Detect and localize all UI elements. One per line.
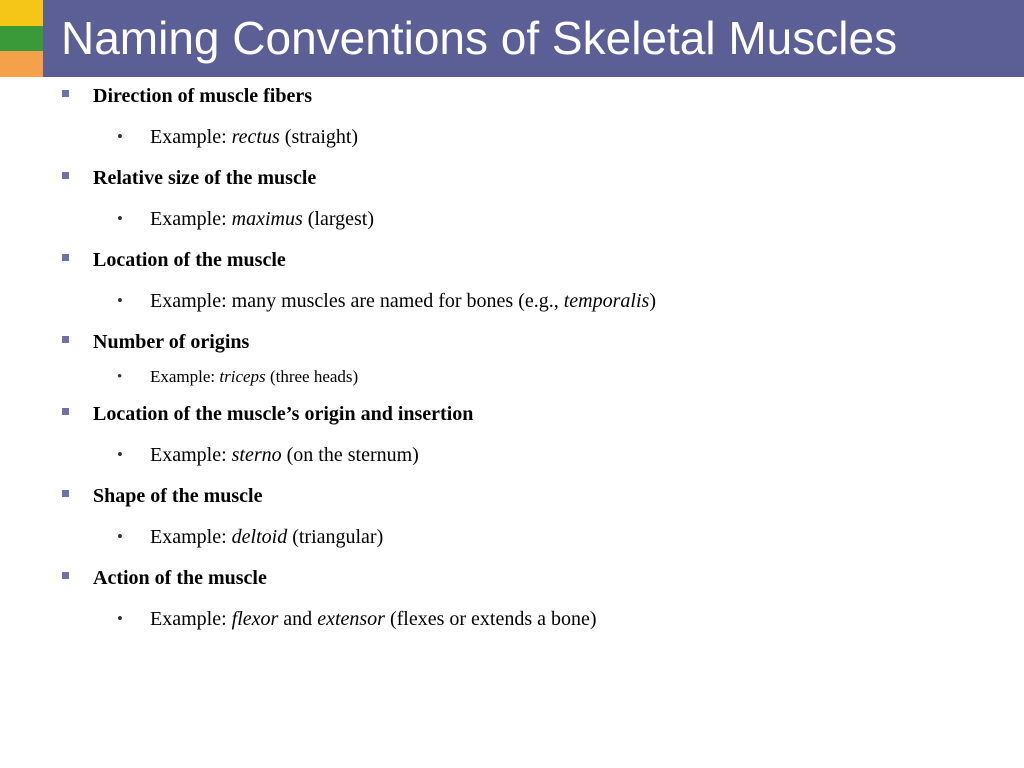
example-text	[150, 523, 383, 551]
square-bullet-icon	[62, 490, 69, 497]
example-text	[150, 123, 358, 151]
example-term: deltoid	[231, 526, 288, 548]
example-text	[150, 605, 597, 633]
topic-item	[0, 246, 1024, 274]
dot-bullet-icon: •	[117, 445, 123, 464]
topic-item	[0, 328, 1024, 356]
square-bullet-icon	[62, 172, 69, 179]
example-text	[150, 363, 358, 391]
dot-bullet-icon: •	[117, 291, 123, 310]
square-bullet-icon	[62, 572, 69, 579]
example-middle: and	[278, 608, 318, 630]
topic-item	[0, 564, 1024, 592]
example-item	[0, 205, 1024, 233]
topic-label: Shape of the muscle	[93, 485, 263, 507]
example-term: temporalis	[563, 290, 650, 312]
square-bullet-icon	[62, 336, 69, 343]
example-suffix: (straight)	[279, 126, 359, 148]
example-prefix: Example: many muscles are named for bones (e.g.,	[150, 290, 564, 312]
slide-content	[0, 82, 1024, 633]
color-accent-blocks	[0, 0, 43, 77]
dot-bullet-icon: •	[117, 527, 123, 546]
example-prefix: Example:	[150, 444, 232, 466]
square-bullet-icon	[62, 90, 69, 97]
example-prefix: Example:	[150, 126, 232, 148]
example-item	[0, 363, 1024, 391]
example-term: flexor	[231, 608, 279, 630]
topic-label: Action of the muscle	[93, 567, 267, 589]
example-prefix: Example:	[150, 526, 232, 548]
title-bar	[43, 0, 1024, 77]
topic-label: Location of the muscle’s origin and insertion	[93, 403, 474, 425]
example-suffix: (largest)	[302, 208, 375, 230]
slide-title: Naming Conventions of Skeletal Muscles	[61, 12, 898, 64]
example-item	[0, 441, 1024, 469]
example-prefix: Example:	[150, 608, 232, 630]
example-suffix: (flexes or extends a bone)	[384, 608, 597, 630]
example-term: rectus	[231, 126, 280, 148]
example-prefix: Example:	[150, 208, 232, 230]
example-item	[0, 123, 1024, 151]
example-term: sterno	[231, 444, 282, 466]
example-text	[150, 205, 374, 233]
square-bullet-icon	[62, 254, 69, 261]
dot-bullet-icon: •	[117, 369, 123, 385]
example-suffix: (on the sternum)	[281, 444, 419, 466]
example-suffix: (three heads)	[265, 367, 359, 386]
example-item	[0, 287, 1024, 315]
topic-item	[0, 164, 1024, 192]
example-suffix: )	[649, 290, 656, 312]
dot-bullet-icon: •	[117, 209, 123, 228]
square-bullet-icon	[62, 408, 69, 415]
example-prefix: Example:	[150, 367, 220, 386]
example-text	[150, 441, 419, 469]
topic-item	[0, 400, 1024, 428]
example-item	[0, 523, 1024, 551]
dot-bullet-icon: •	[117, 609, 123, 628]
topic-label: Number of origins	[93, 331, 250, 353]
dot-bullet-icon: •	[117, 127, 123, 146]
yellow-accent-block	[0, 0, 43, 26]
example-text	[150, 287, 656, 315]
topic-item	[0, 82, 1024, 110]
example-item	[0, 605, 1024, 633]
topic-label: Location of the muscle	[93, 249, 286, 271]
topic-item	[0, 482, 1024, 510]
topic-label: Direction of muscle fibers	[93, 85, 313, 107]
green-accent-block	[0, 26, 43, 51]
example-suffix: (triangular)	[287, 526, 384, 548]
example-term: maximus	[231, 208, 303, 230]
example-term-2: extensor	[317, 608, 385, 630]
topic-label: Relative size of the muscle	[93, 167, 317, 189]
orange-accent-block	[0, 51, 43, 77]
example-term: triceps	[219, 367, 266, 386]
